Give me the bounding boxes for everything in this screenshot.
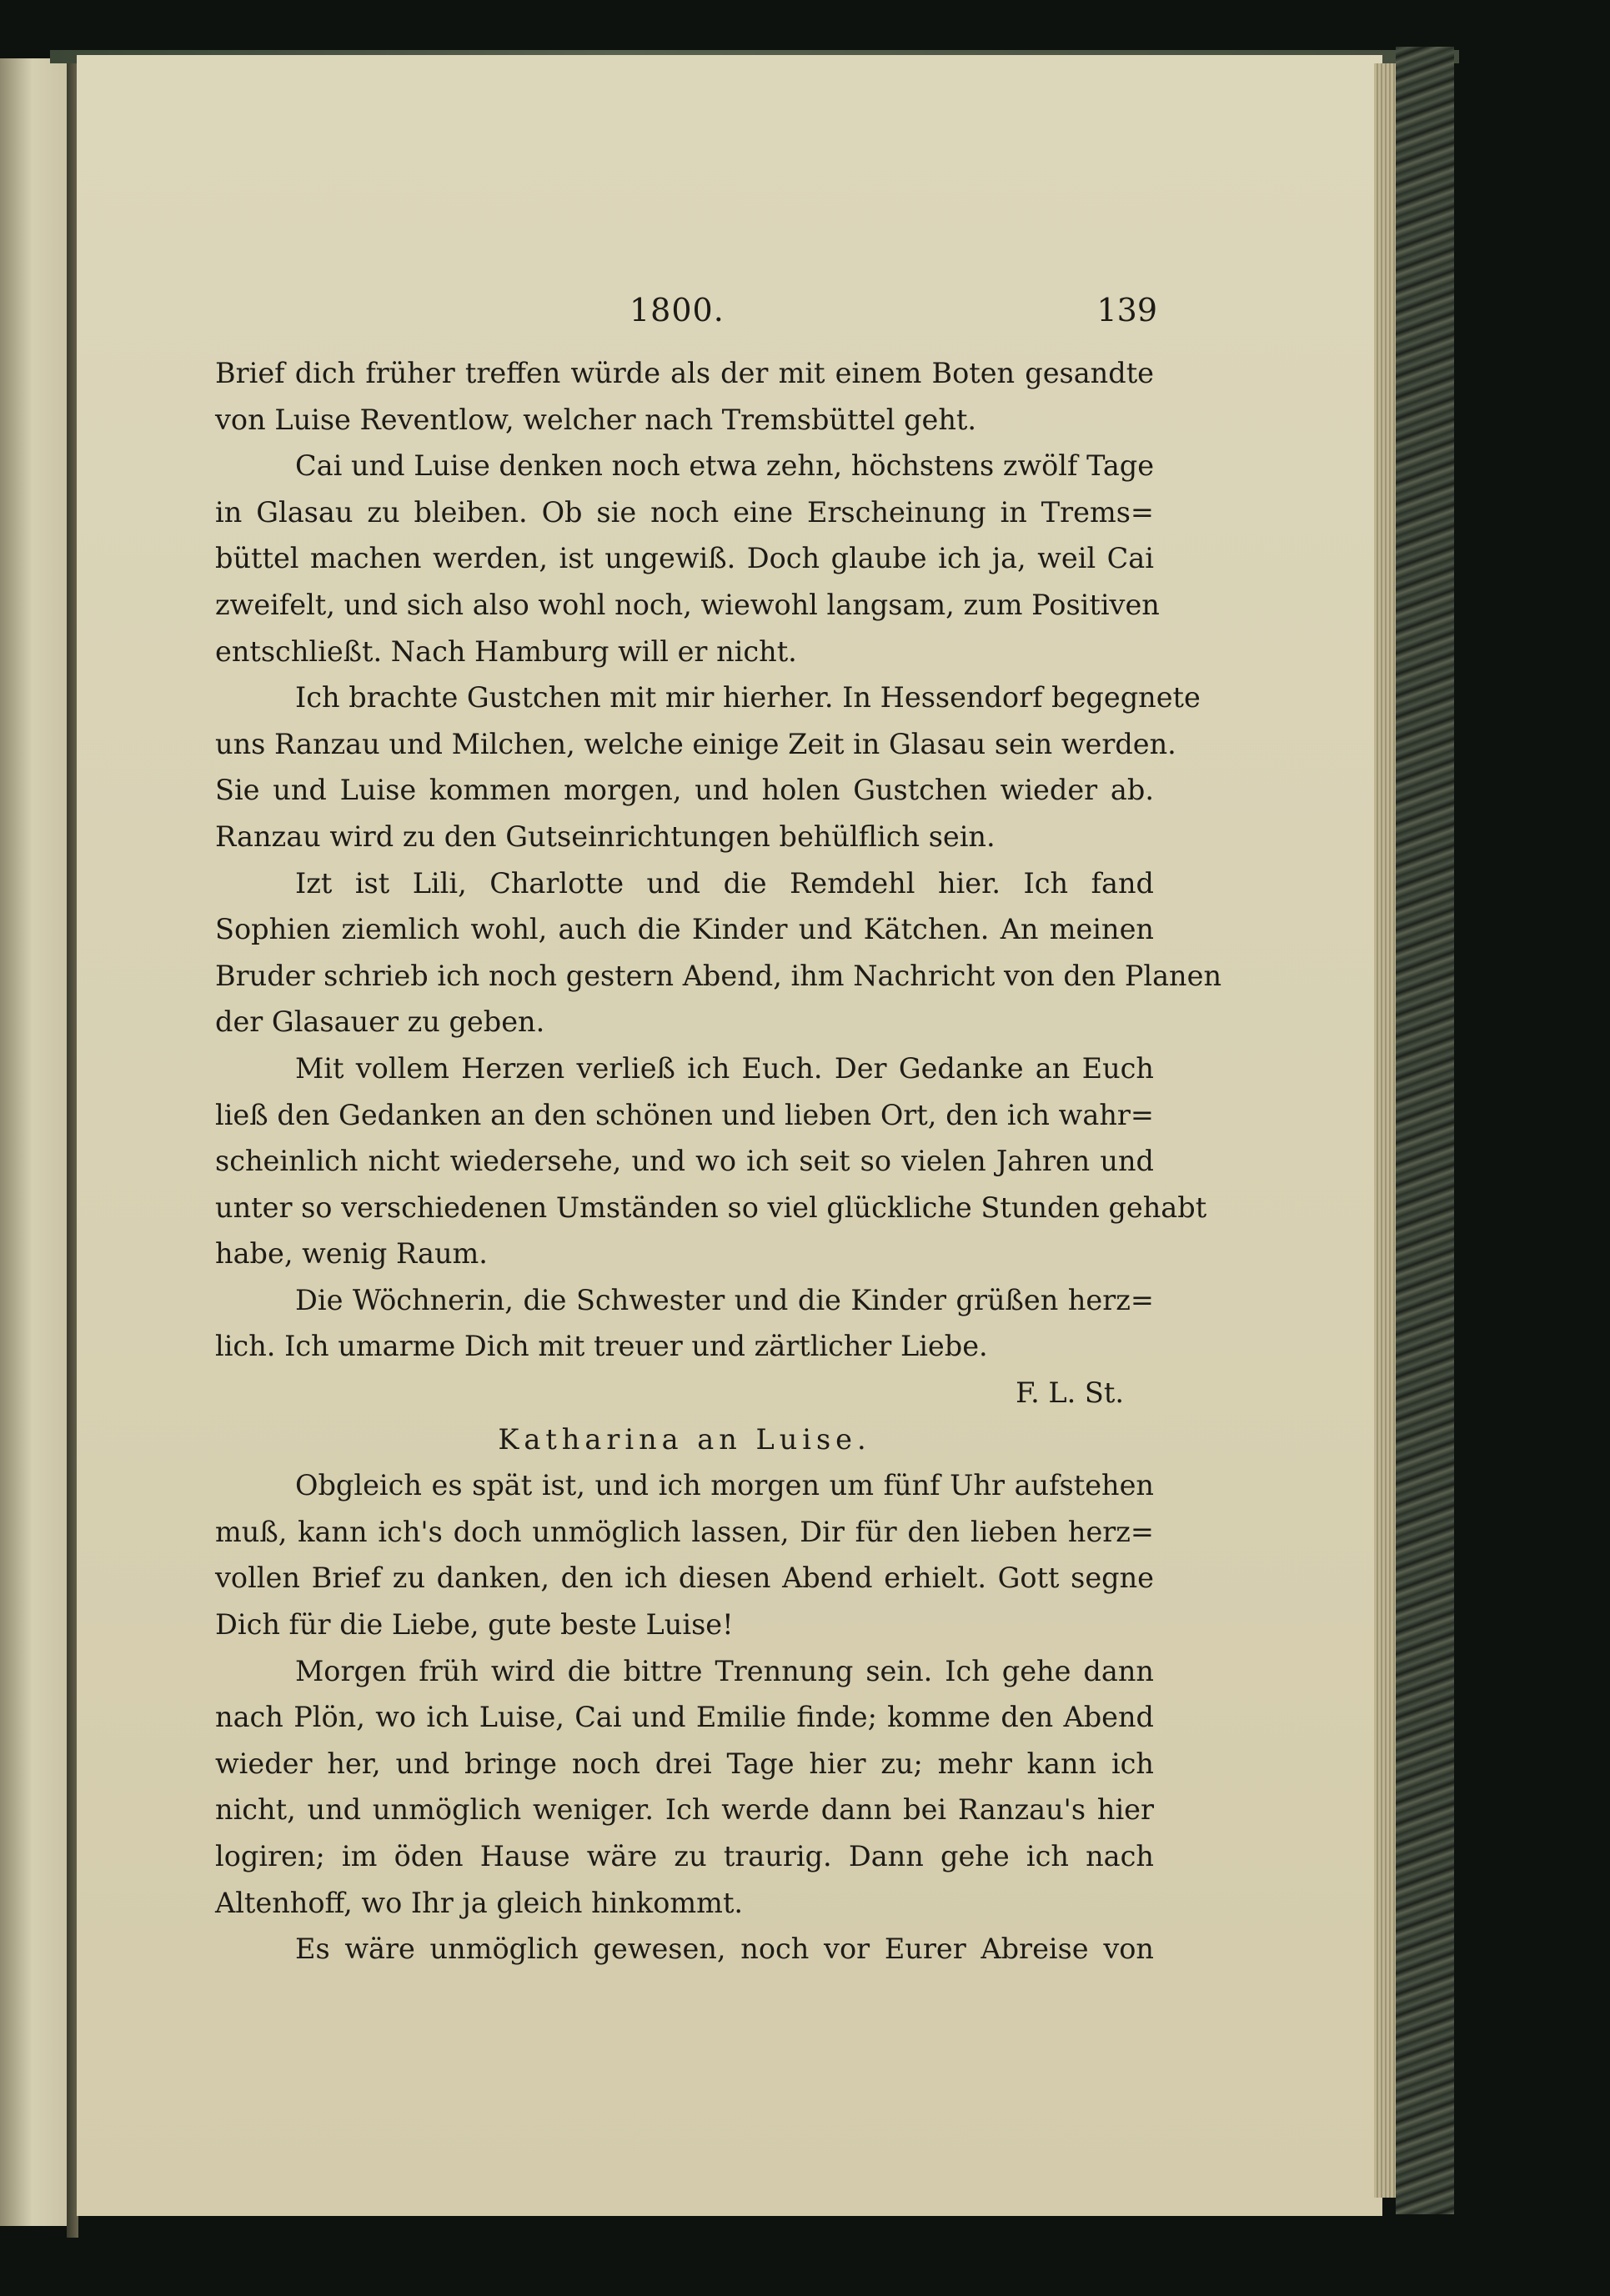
text-line: ließ den Gedanken an den schönen und lieben Ort, den ich wahr=	[215, 1098, 1154, 1131]
text-line: entschließt. Nach Hamburg will er nicht.	[215, 634, 797, 668]
text-line: nicht, und unmöglich weniger. Ich werde dann bei Ranzau's hier	[215, 1793, 1154, 1827]
text-line: büttel machen werden, ist ungewiß. Doch glaube ich ja, weil Cai	[215, 542, 1154, 575]
text-line: logiren; im öden Hause wäre zu traurig. Dann gehe ich nach	[215, 1840, 1154, 1872]
text-line: Brief dich früher treffen würde als der mit einem Boten gesandte	[215, 357, 1154, 389]
text-line: Obgleich es spät ist, und ich morgen um fünf Uhr aufstehen	[295, 1469, 1154, 1502]
text-line: lich. Ich umarme Dich mit treuer und zärtlicher Liebe.	[215, 1330, 988, 1363]
left-page-edge	[0, 58, 72, 2226]
text-line: unter so verschiedenen Umständen so viel glückliche Stunden gehabt	[215, 1191, 1207, 1224]
text-line: der Glasauer zu geben.	[215, 1005, 545, 1039]
text-line: Mit vollem Herzen verließ ich Euch. Der Gedanke an Euch	[295, 1051, 1154, 1085]
text-line: Izt ist Lili, Charlotte und die Remdehl hier. Ich fand	[295, 866, 1154, 900]
text-line: Cai und Luise denken noch etwa zehn, höchstens zwölf Tage	[295, 449, 1155, 483]
letter-heading: Katharina an Luise.	[498, 1422, 871, 1456]
signature: F. L. St.	[1016, 1376, 1124, 1410]
marbled-cover	[1396, 47, 1454, 2214]
text-line: Altenhoff, wo Ihr ja gleich hinkommt.	[215, 1886, 744, 1919]
text-line: in Glasau zu bleiben. Ob sie noch eine Erscheinung in Trems=	[215, 495, 1154, 529]
text-line: Morgen früh wird die bittre Trennung sein. Ich gehe dann	[295, 1654, 1154, 1687]
text-line: Ich brachte Gustchen mit mir hierher. In Hessendorf begegnete	[295, 681, 1201, 714]
page-stack-edge	[1374, 63, 1396, 2198]
text-line: Es wäre unmöglich gewesen, noch vor Eurer Abreise von	[295, 1933, 1154, 1966]
text-line: uns Ranzau und Milchen, welche einige Zeit in Glasau sein werden.	[215, 727, 1176, 760]
text-line: Dich für die Liebe, gute beste Luise!	[215, 1608, 734, 1642]
text-line: habe, wenig Raum.	[215, 1237, 488, 1271]
page-number: 139	[1096, 292, 1157, 328]
text-line: Die Wöchnerin, die Schwester und die Kinder grüßen herz=	[295, 1283, 1154, 1316]
text-line: muß, kann ich's doch unmöglich lassen, Dir für den lieben herz=	[215, 1515, 1154, 1548]
text-line: zweifelt, und sich also wohl noch, wiewohl langsam, zum Positiven	[215, 588, 1160, 621]
text-line: Sophien ziemlich wohl, auch die Kinder und Kätchen. An meinen	[215, 913, 1154, 946]
text-line: scheinlich nicht wiedersehe, und wo ich seit so vielen Jahren und	[215, 1145, 1154, 1178]
text-line: Ranzau wird zu den Gutseinrichtungen behülflich sein.	[215, 820, 996, 853]
running-header	[215, 283, 1157, 350]
text-line: nach Plön, wo ich Luise, Cai und Emilie finde; komme den Abend	[215, 1701, 1154, 1734]
text-line: von Luise Reventlow, welcher nach Tremsbüttel geht.	[215, 403, 977, 436]
text-line: Sie und Luise kommen morgen, und holen Gustchen wieder ab.	[215, 774, 1154, 807]
page-text	[215, 283, 1222, 1973]
text-line: wieder her, und bringe noch drei Tage hier zu; mehr kann ich	[215, 1747, 1154, 1780]
text-line: vollen Brief zu danken, den ich diesen Abend erhielt. Gott segne	[215, 1562, 1154, 1595]
header-year: 1800.	[629, 292, 725, 328]
text-line: Bruder schrieb ich noch gestern Abend, ihm Nachricht von den Planen	[215, 959, 1222, 992]
